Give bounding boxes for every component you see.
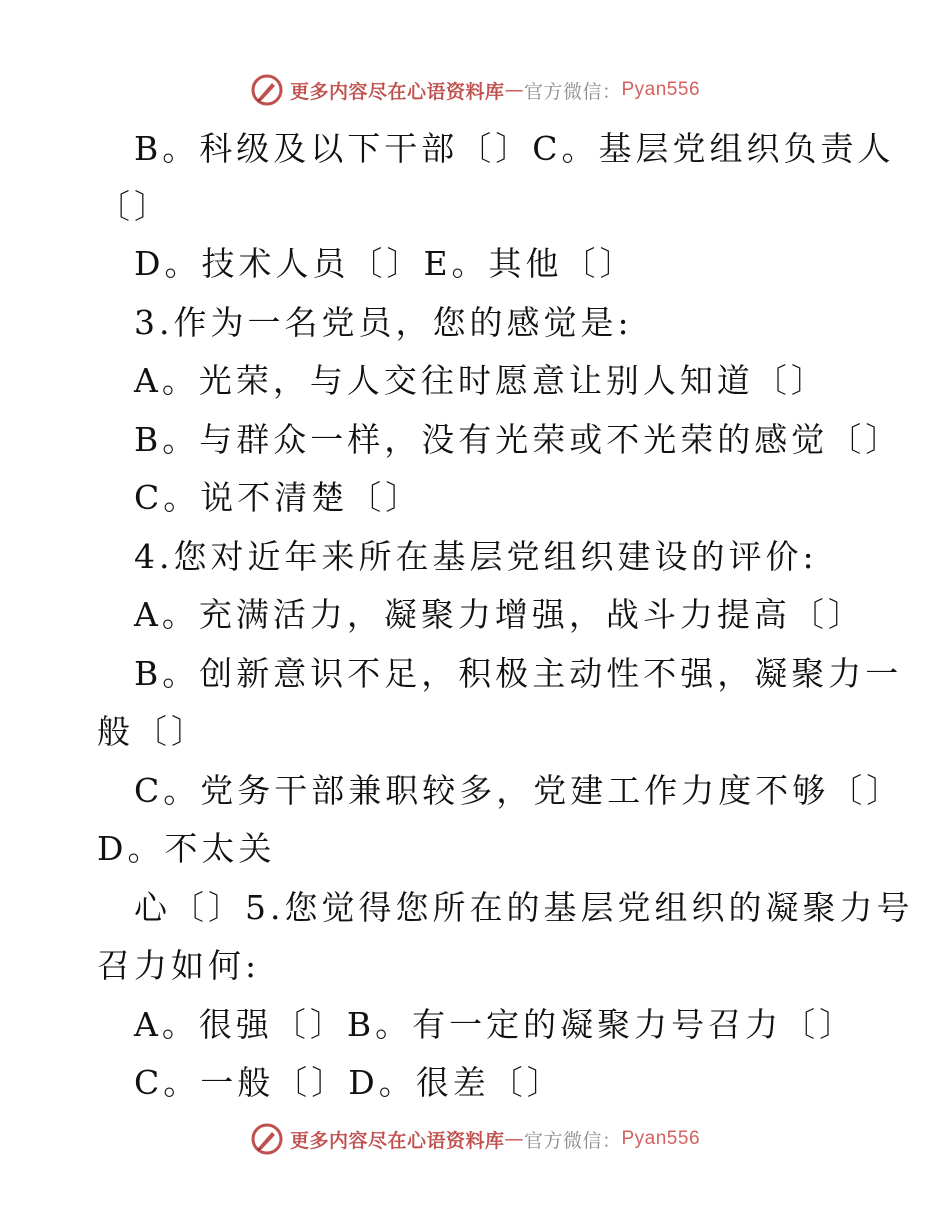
banner-separator: — — [504, 79, 524, 101]
text-line: B。与群众一样，没有光荣或不光荣的感觉〔〕 — [134, 420, 903, 459]
red-pen-circle-icon — [250, 73, 284, 107]
banner-wechat-id: Pyan556 — [621, 1128, 701, 1149]
red-pen-circle-icon — [250, 1122, 284, 1156]
text-line: 〔〕 — [97, 187, 171, 226]
question-4-title: 4.您对近年来所在基层党组织建设的评价: — [134, 537, 818, 576]
footer-watermark-banner — [0, 1117, 950, 1161]
header-watermark-banner — [0, 68, 950, 112]
text-line: B。创新意识不足，积极主动性不强，凝聚力一 — [134, 654, 903, 693]
banner-wechat-label: 官方微信： — [523, 1129, 622, 1152]
text-line: A。光荣，与人交往时愿意让别人知道〔〕 — [134, 361, 828, 400]
banner-main-text: 更多内容尽在心语资料库 — [289, 1129, 505, 1152]
banner-wechat-id: Pyan556 — [621, 79, 701, 100]
text-line: C。说不清楚〔〕 — [134, 478, 423, 517]
question-3-title: 3.作为一名党员，您的感觉是: — [134, 303, 633, 342]
text-line: C。一般〔〕D。很差〔〕 — [134, 1063, 564, 1102]
text-line: A。很强〔〕B。有一定的凝聚力号召力〔〕 — [134, 1005, 857, 1044]
text-line: D。技术人员〔〕E。其他〔〕 — [134, 244, 637, 283]
text-line: A。充满活力，凝聚力增强，战斗力提高〔〕 — [134, 595, 865, 634]
banner-main-text: 更多内容尽在心语资料库 — [289, 80, 505, 103]
text-line: 召力如何: — [97, 946, 261, 985]
banner-separator: — — [504, 1128, 524, 1150]
question-5-title: 心〔〕5.您觉得您所在的基层党组织的凝聚力号 — [134, 888, 914, 927]
banner-wechat-label: 官方微信： — [523, 80, 622, 103]
text-line: C。党务干部兼职较多，党建工作力度不够〔〕 — [134, 771, 904, 810]
text-line: D。不太关 — [97, 829, 276, 868]
text-line: B。科级及以下干部〔〕C。基层党组织负责人 — [134, 129, 895, 168]
text-line: 般〔〕 — [97, 712, 208, 751]
